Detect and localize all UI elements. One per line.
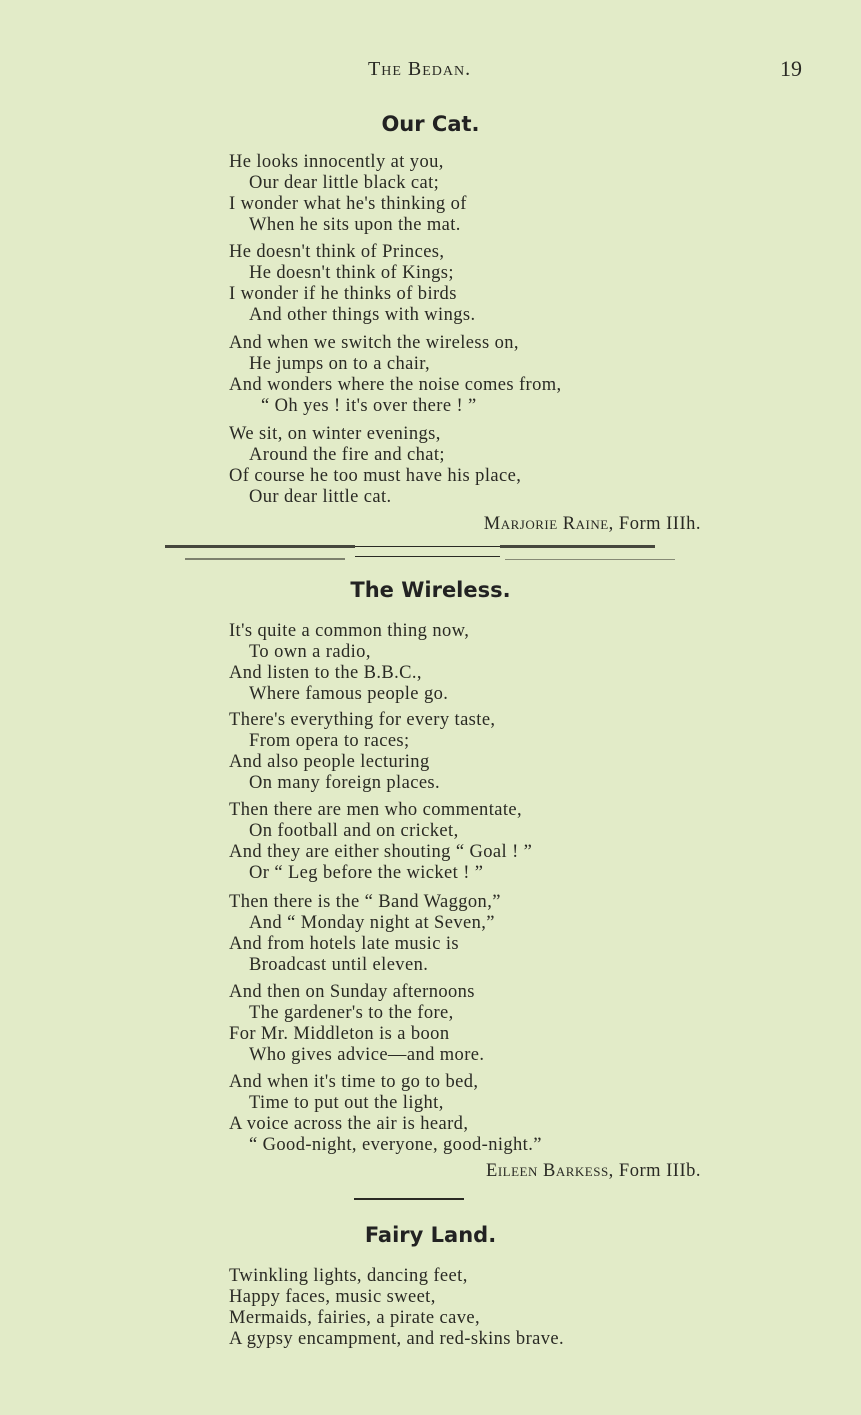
author-form: Form IIIh. bbox=[618, 514, 701, 534]
poem-line: He doesn't think of Kings; bbox=[249, 263, 454, 283]
stanza bbox=[229, 1072, 542, 1156]
stanza bbox=[229, 621, 469, 705]
poem-line: Mermaids, fairies, a pirate cave, bbox=[229, 1308, 481, 1328]
poem-line: A voice across the air is heard, bbox=[229, 1114, 469, 1134]
poem-line: To own a radio, bbox=[249, 642, 371, 662]
poem-line: He jumps on to a chair, bbox=[249, 354, 431, 374]
author-credit: Marjorie Raine, Form IIIh. bbox=[483, 514, 701, 534]
stanza bbox=[229, 242, 476, 326]
poem-line: And wonders where the noise comes from, bbox=[229, 375, 562, 395]
poem-line: Around the fire and chat; bbox=[249, 445, 445, 465]
page-number: 19 bbox=[780, 56, 802, 81]
poem-line: Happy faces, music sweet, bbox=[229, 1287, 436, 1307]
poem-line: There's everything for every taste, bbox=[229, 710, 496, 730]
author-name: Eileen Barkess bbox=[486, 1161, 609, 1181]
poem-line: On many foreign places. bbox=[249, 773, 441, 793]
poem-line: He looks innocently at you, bbox=[229, 152, 444, 172]
poem-line: And when we switch the wireless on, bbox=[229, 333, 519, 353]
author-form: Form IIIb. bbox=[618, 1161, 701, 1181]
poem-line: Our dear little cat. bbox=[249, 487, 392, 507]
author-credit: Eileen Barkess, Form IIIb. bbox=[486, 1161, 701, 1181]
stanza bbox=[229, 424, 521, 508]
author-name: Marjorie Raine bbox=[483, 514, 609, 534]
stanza bbox=[229, 892, 501, 976]
poem-line: And listen to the B.B.C., bbox=[229, 663, 422, 683]
poem-title-the-wireless: The Wireless. bbox=[350, 578, 511, 602]
poem-line: And also people lecturing bbox=[229, 752, 430, 772]
poem-line: Twinkling lights, dancing feet, bbox=[229, 1266, 468, 1286]
stanza bbox=[229, 800, 532, 884]
poem-line: A gypsy encampment, and red-skins brave. bbox=[229, 1329, 565, 1349]
poem-title-our-cat: Our Cat. bbox=[381, 112, 480, 136]
stanza bbox=[229, 982, 484, 1066]
poem-line: The gardener's to the fore, bbox=[249, 1003, 454, 1023]
poem-line: I wonder what he's thinking of bbox=[229, 194, 467, 214]
poem-line: We sit, on winter evenings, bbox=[229, 424, 441, 444]
section-divider bbox=[354, 1198, 464, 1200]
poem-line: And they are either shouting “ Goal ! ” bbox=[229, 842, 533, 862]
poem-line: And then on Sunday afternoons bbox=[229, 982, 475, 1002]
poem-line: It's quite a common thing now, bbox=[229, 621, 470, 641]
poem-line: Broadcast until eleven. bbox=[249, 955, 429, 975]
running-head: The Bedan. bbox=[368, 58, 472, 80]
poem-line: On football and on cricket, bbox=[249, 821, 459, 841]
poem-line: Then there are men who commentate, bbox=[229, 800, 523, 820]
stanza bbox=[229, 333, 562, 417]
stanza bbox=[229, 1266, 564, 1350]
poem-line: For Mr. Middleton is a boon bbox=[229, 1024, 450, 1044]
poem-line: From opera to races; bbox=[249, 731, 410, 751]
poem-line: “ Oh yes ! it's over there ! ” bbox=[261, 396, 477, 416]
poem-line: Where famous people go. bbox=[249, 684, 449, 704]
poem-line: When he sits upon the mat. bbox=[249, 215, 461, 235]
stanza bbox=[229, 152, 467, 236]
poem-line: Or “ Leg before the wicket ! ” bbox=[249, 863, 484, 883]
stanza bbox=[229, 710, 495, 794]
poem-line: Of course he too must have his place, bbox=[229, 466, 522, 486]
poem-line: And “ Monday night at Seven,” bbox=[249, 913, 495, 933]
poem-line: Time to put out the light, bbox=[249, 1093, 444, 1113]
poem-line: Our dear little black cat; bbox=[249, 173, 440, 193]
poem-line: Then there is the “ Band Waggon,” bbox=[229, 892, 501, 912]
poem-line: And other things with wings. bbox=[249, 305, 476, 325]
poem-title-fairy-land: Fairy Land. bbox=[364, 1223, 497, 1247]
poem-line: I wonder if he thinks of birds bbox=[229, 284, 457, 304]
poem-line: He doesn't think of Princes, bbox=[229, 242, 445, 262]
poem-line: Who gives advice—and more. bbox=[249, 1045, 485, 1065]
poem-line: And from hotels late music is bbox=[229, 934, 459, 954]
poem-line: “ Good-night, everyone, good-night.” bbox=[249, 1135, 542, 1155]
poem-line: And when it's time to go to bed, bbox=[229, 1072, 479, 1092]
